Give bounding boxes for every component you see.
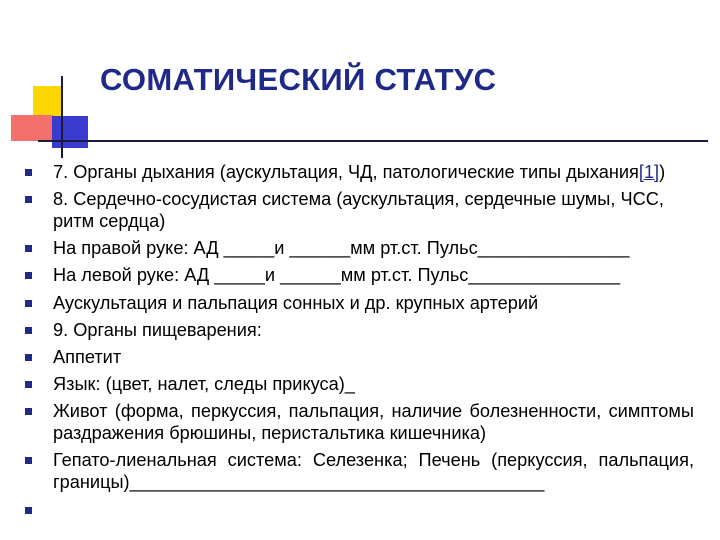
list-item-cardiovascular: [22, 188, 694, 232]
list-item-text: Язык: (цвет, налет, следы прикуса)_: [53, 373, 355, 394]
list-item-text: Аппетит: [53, 346, 122, 367]
decorative-vertical-line: [61, 76, 63, 158]
list-item-text: 8. Сердечно-сосудистая система (аускультация, сердечные шумы, ЧСС, ритм сердца): [53, 189, 664, 232]
bullet-icon: [25, 169, 32, 176]
list-item-left-arm: [22, 264, 694, 286]
bullet-icon: [25, 507, 32, 514]
decorative-yellow-square: [33, 86, 61, 118]
list-item-tongue: [22, 373, 694, 395]
bullet-icon: [25, 245, 32, 252]
bullet-icon: [25, 408, 32, 415]
bullet-icon: [25, 196, 32, 203]
title-underline: [38, 140, 708, 142]
decorative-blue-square: [52, 116, 88, 148]
footnote-link[interactable]: [1]: [638, 162, 660, 182]
bullet-icon: [25, 327, 32, 334]
slide-title: СОМАТИЧЕСКИЙ СТАТУС: [100, 62, 497, 97]
list-item-hepatolienal: [22, 449, 694, 493]
bullet-list: [22, 161, 694, 526]
list-item-digestive: [22, 319, 694, 341]
list-item-text-part: 7. Органы дыхания (аускультация, ЧД, патологические типы дыхания: [53, 162, 639, 182]
list-item-text: Аускультация и пальпация сонных и др. крупных артерий: [53, 292, 539, 313]
list-item-text: Гепато-лиенальная система: Селезенка; Печень (перкуссия, пальпация, границы)_________________________________________: [53, 450, 694, 493]
list-item-text-part: ): [659, 162, 666, 182]
list-item-text: [53, 161, 694, 183]
list-item-text: На правой руке: АД _____и ______мм рт.ст. Пульс_______________: [53, 238, 630, 259]
list-item-right-arm: [22, 237, 694, 259]
list-item-text: На левой руке: АД _____и ______мм рт.ст. Пульс_______________: [53, 265, 621, 286]
bullet-icon: [25, 300, 32, 307]
list-item-text: 9. Органы пищеварения:: [53, 319, 262, 340]
decorative-red-square: [11, 115, 53, 141]
list-item-empty: [22, 499, 694, 521]
bullet-icon: [25, 381, 32, 388]
bullet-icon: [25, 457, 32, 464]
list-item-appetite: [22, 346, 694, 368]
bullet-icon: [25, 354, 32, 361]
bullet-icon: [25, 272, 32, 279]
list-item-abdomen: [22, 400, 694, 444]
list-item-text: Живот (форма, перкуссия, пальпация, наличие болезненности, симптомы раздражения брюшины, перистальтика кишечника): [53, 400, 694, 444]
list-item-arteries: [22, 292, 694, 314]
list-item-respiratory: [22, 161, 694, 183]
